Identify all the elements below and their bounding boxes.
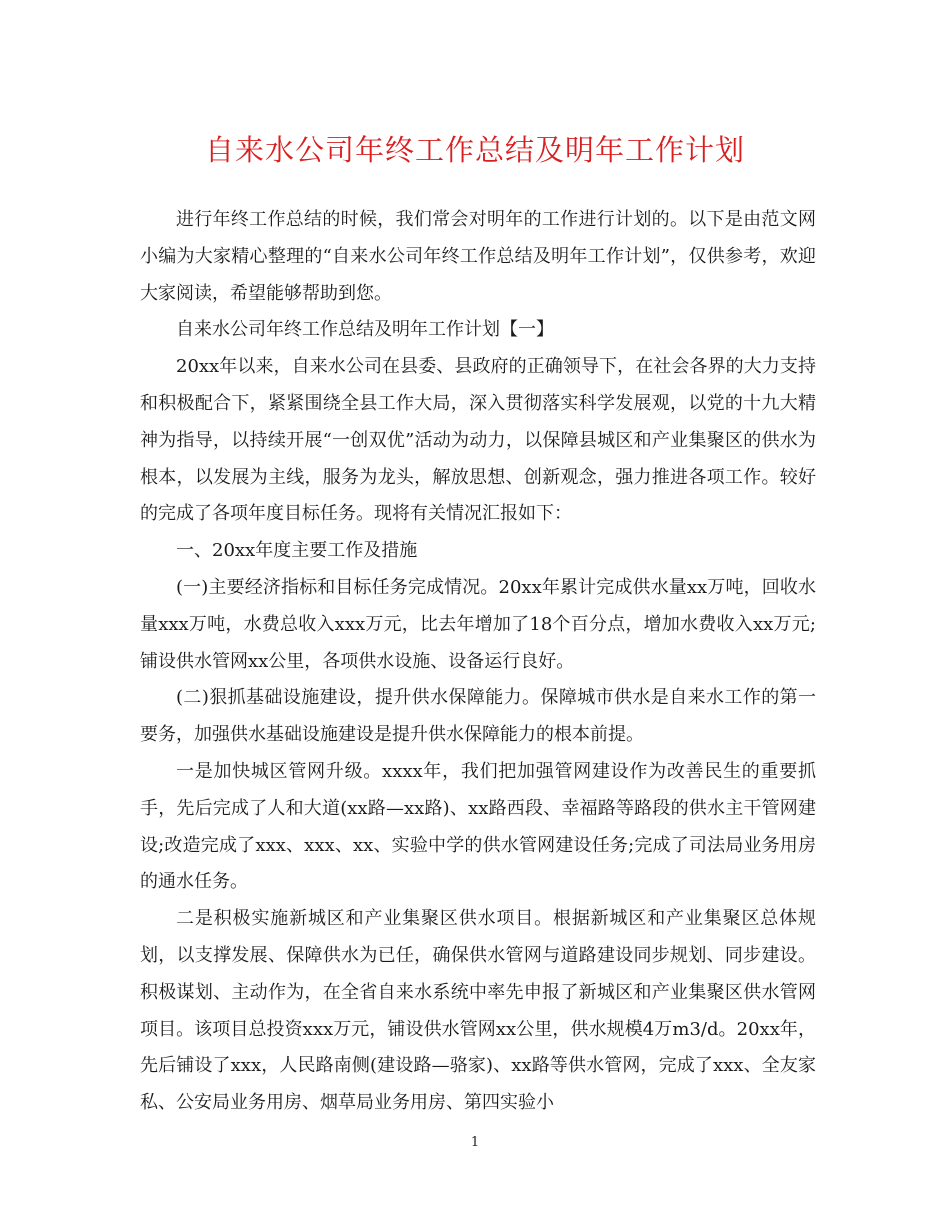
paragraph-overview: 20xx年以来，自来水公司在县委、县政府的正确领导下，在社会各界的大力支持和积极配合下，紧紧围绕全县工作大局，深入贯彻落实科学发展观，以党的十九大精神为指导，以持续开展“一创双优”活动为动力，以保障县城区和产业集聚区的供水为根本，以发展为主线，服务为龙头，解放思想、创新观念，强力推进各项工作。较好的完成了各项年度目标任务。现将有关情况汇报如下： (140, 356, 816, 525)
paragraph-economic-indicators: (一)主要经济指标和目标任务完成情况。20xx年累计完成供水量xx万吨，回收水量xxx万吨，水费总收入xxx万元，比去年增加了18个百分点，增加水费收入xx万元;铺设供水管网xx公里，各项供水设施、设备运行良好。 (140, 576, 816, 672)
document-title: 自来水公司年终工作总结及明年工作计划 (204, 133, 745, 167)
section-heading: 自来水公司年终工作总结及明年工作计划【一】 (176, 319, 554, 341)
paragraph-new-district-supply: 二是积极实施新城区和产业集聚区供水项目。根据新城区和产业集聚区总体规划，以支撑发展、保障供水为已任，确保供水管网与道路建设同步规划、同步建设。积极谋划、主动作为，在全省自来水系统中率先申报了新城区和产业集聚区供水管网项目。该项目总投资xxx万元，铺设供水管网xx公里，供水规模4万m3/d。20xx年，先后铺设了xxx，人民路南侧(建设路—骆家)、xx路等供水管网，完成了xxx、全友家私、公安局业务用房、烟草局业务用房、第四实验小 (140, 908, 816, 1114)
subsection-heading: 一、20xx年度主要工作及措施 (176, 540, 418, 562)
paragraph-intro: 进行年终工作总结的时候，我们常会对明年的工作进行计划的。以下是由范文网小编为大家精心整理的“自来水公司年终工作总结及明年工作计划”，仅供参考，欢迎大家阅读，希望能够帮助到您。 (140, 209, 816, 304)
page-number: 1 (470, 1135, 480, 1150)
paragraph-pipe-network-upgrade: 一是加快城区管网升级。xxxx年，我们把加强管网建设作为改善民生的重要抓手，先后完成了人和大道(xx路—xx路)、xx路西段、幸福路等路段的供水主干管网建设;改造完成了xxx、xxx、xx、实验中学的供水管网建设任务;完成了司法局业务用房的通水任务。 (140, 760, 816, 893)
paragraph-infrastructure: (二)狠抓基础设施建设，提升供水保障能力。保障城市供水是自来水工作的第一要务，加强供水基础设施建设是提升供水保障能力的根本前提。 (140, 687, 816, 746)
document-body (140, 202, 816, 1122)
